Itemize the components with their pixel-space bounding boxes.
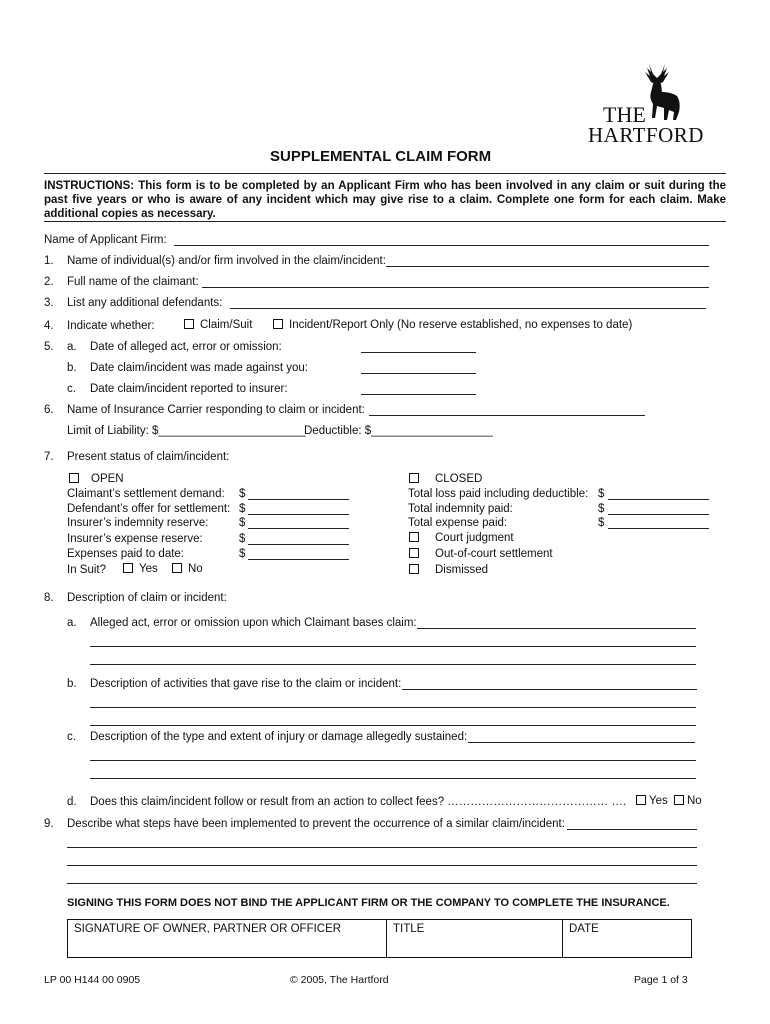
in-suit-yes-label: Yes (139, 563, 158, 575)
date-label: DATE (569, 923, 599, 935)
q8-label: Description of claim or incident: (67, 592, 227, 604)
q2-number: 2. (44, 276, 54, 288)
q1-number: 1. (44, 255, 54, 267)
dismissed-checkbox[interactable] (409, 564, 419, 574)
closed-label: CLOSED (435, 473, 483, 485)
q9-field-3[interactable] (67, 865, 697, 866)
in-suit-no-checkbox[interactable] (172, 563, 182, 573)
total-indemnity-label: Total indemnity paid: (408, 503, 513, 515)
q9-label: Describe what steps have been implemented to prevent the occurrence of a similar claim/incident: (67, 818, 565, 830)
incident-report-option[interactable] (273, 319, 632, 331)
q5b-label: Date claim/incident was made against you: (90, 362, 308, 374)
q8d-yes-label: Yes (649, 795, 668, 807)
dismissed-label: Dismissed (435, 564, 489, 576)
applicant-firm-label: Name of Applicant Firm: (44, 234, 167, 246)
q8b-field-2[interactable] (90, 707, 696, 708)
signature-owner-label: SIGNATURE OF OWNER, PARTNER OR OFFICER (74, 923, 342, 935)
date-cell[interactable] (562, 920, 691, 957)
total-expense-dollar: $ (598, 517, 605, 529)
q5a-field[interactable] (361, 352, 476, 353)
q5-number: 5. (44, 341, 54, 353)
expenses-paid-field[interactable] (248, 559, 349, 560)
q9-field-1[interactable] (567, 829, 697, 830)
signing-notice: SIGNING THIS FORM DOES NOT BIND THE APPLICANT FIRM OR THE COMPANY TO COMPLETE THE INSURANCE. (67, 897, 670, 909)
claimant-demand-dollar: $ (239, 488, 246, 500)
insurer-expense-label: Insurer’s expense reserve: (67, 533, 203, 545)
q9-field-4[interactable] (67, 883, 697, 884)
expenses-paid-label: Expenses paid to date: (67, 548, 184, 560)
q6-field[interactable] (369, 415, 645, 416)
page-number: Page 1 of 3 (634, 974, 688, 986)
insurer-indemnity-field[interactable] (248, 528, 349, 529)
q3-number: 3. (44, 297, 54, 309)
closed-option[interactable] (409, 473, 482, 485)
court-judgment-label: Court judgment (435, 532, 514, 544)
dismissed-option[interactable] (409, 564, 488, 576)
closed-checkbox[interactable] (409, 473, 419, 483)
q8d-no-checkbox[interactable] (674, 795, 684, 805)
page-title: SUPPLEMENTAL CLAIM FORM (270, 148, 492, 165)
q5c-label: Date claim/incident reported to insurer: (90, 383, 288, 395)
signature-owner-cell[interactable] (74, 923, 341, 935)
out-of-court-option[interactable] (409, 548, 553, 560)
court-judgment-checkbox[interactable] (409, 532, 419, 542)
insurer-indemnity-dollar: $ (239, 517, 246, 529)
q8a-label: Alleged act, error or omission upon which Claimant bases claim: (90, 617, 417, 629)
claim-suit-checkbox[interactable] (184, 319, 194, 329)
claimant-demand-field[interactable] (248, 499, 349, 500)
open-label: OPEN (91, 473, 124, 485)
q5b-letter: b. (67, 362, 77, 374)
logo-line1: THE (603, 102, 646, 127)
q2-field[interactable] (202, 287, 709, 288)
hartford-logo (585, 62, 704, 148)
incident-report-checkbox[interactable] (273, 319, 283, 329)
deductible-field[interactable]: Deductible: $___________________ (304, 425, 493, 437)
q5a-letter: a. (67, 341, 77, 353)
defendant-offer-field[interactable] (248, 514, 349, 515)
in-suit-label: In Suit? (67, 564, 106, 576)
q1-field[interactable] (386, 266, 709, 267)
copyright: © 2005, The Hartford (290, 974, 389, 986)
total-indemnity-dollar: $ (598, 503, 605, 515)
q5b-field[interactable] (361, 373, 476, 374)
q8c-field-1[interactable] (468, 742, 695, 743)
q6-label: Name of Insurance Carrier responding to claim or incident: (67, 404, 365, 416)
q8d-letter: d. (67, 796, 77, 808)
signature-table (67, 919, 692, 958)
q8a-field-3[interactable] (90, 664, 696, 665)
q3-label: List any additional defendants: (67, 297, 223, 309)
q8b-label: Description of activities that gave rise to the claim or incident: (90, 678, 402, 690)
claim-suit-option[interactable] (184, 319, 252, 331)
q8a-field-2[interactable] (90, 646, 696, 647)
insurer-expense-dollar: $ (239, 533, 246, 545)
q8-number: 8. (44, 592, 54, 604)
total-loss-dollar: $ (598, 488, 605, 500)
q5a-label: Date of alleged act, error or omission: (90, 341, 282, 353)
incident-report-label: Incident/Report Only (No reserve established, no expenses to date) (289, 319, 633, 331)
q5c-letter: c. (67, 383, 76, 395)
q2-label: Full name of the claimant: (67, 276, 199, 288)
q8d-label: Does this claim/incident follow or result from an action to collect fees? …………………………………… …. (90, 796, 627, 808)
q8d-no-option[interactable] (674, 795, 702, 807)
q7-number: 7. (44, 451, 54, 463)
q4-number: 4. (44, 320, 54, 332)
q7-label: Present status of claim/incident: (67, 451, 230, 463)
q8d-no-label: No (687, 795, 702, 807)
title-rule-bottom (44, 221, 726, 222)
instructions: INSTRUCTIONS: This form is to be completed by an Applicant Firm who has been involved in any claim or suit during the past five years or who is aware of any incident which may give rise to a claim. Complete one form for each claim. Make additional copies as necessary. (44, 180, 726, 220)
out-of-court-checkbox[interactable] (409, 548, 419, 558)
q8c-field-2[interactable] (90, 760, 696, 761)
open-option[interactable] (69, 473, 124, 485)
total-loss-label: Total loss paid including deductible: (408, 488, 589, 500)
q1-label: Name of individual(s) and/or firm involved in the claim/incident: (67, 255, 386, 267)
total-indemnity-field[interactable] (608, 514, 709, 515)
expenses-paid-dollar: $ (239, 548, 246, 560)
q8b-field-1[interactable] (402, 689, 697, 690)
q5c-field[interactable] (361, 394, 476, 395)
open-checkbox[interactable] (69, 473, 79, 483)
out-of-court-label: Out-of-court settlement (435, 548, 553, 560)
defendant-offer-label: Defendant’s offer for settlement: (67, 503, 231, 515)
q8b-field-3[interactable] (90, 725, 696, 726)
total-loss-field[interactable] (608, 499, 709, 500)
q8d-yes-checkbox[interactable] (636, 795, 646, 805)
form-number: LP 00 H144 00 0905 (44, 974, 141, 986)
q8c-label: Description of the type and extent of injury or damage allegedly sustained: (90, 731, 468, 743)
total-expense-label: Total expense paid: (408, 517, 508, 529)
title-rule-top (44, 173, 726, 174)
defendant-offer-dollar: $ (239, 503, 246, 515)
insurer-expense-field[interactable] (248, 544, 349, 545)
q8b-letter: b. (67, 678, 77, 690)
q8a-field-1[interactable] (417, 628, 696, 629)
logo-line2: HARTFORD (588, 123, 704, 147)
q9-number: 9. (44, 818, 54, 830)
insurer-indemnity-label: Insurer’s indemnity reserve: (67, 517, 209, 529)
q4-label: Indicate whether: (67, 320, 155, 332)
claim-suit-label: Claim/Suit (200, 319, 253, 331)
q6-number: 6. (44, 404, 54, 416)
q8c-field-3[interactable] (90, 778, 696, 779)
court-judgment-option[interactable] (409, 532, 514, 544)
q8d-yes-option[interactable] (636, 795, 668, 807)
in-suit-yes-option[interactable] (123, 563, 158, 575)
claimant-demand-label: Claimant’s settlement demand: (67, 488, 225, 500)
in-suit-yes-checkbox[interactable] (123, 563, 133, 573)
q8c-letter: c. (67, 731, 76, 743)
title-label: TITLE (393, 923, 425, 935)
q9-field-2[interactable] (67, 847, 697, 848)
limit-of-liability-field[interactable]: Limit of Liability: $_______________________ (67, 425, 306, 437)
q3-field[interactable] (230, 308, 706, 309)
q8a-letter: a. (67, 617, 77, 629)
applicant-firm-field[interactable] (174, 245, 709, 246)
title-cell[interactable] (386, 920, 563, 957)
total-expense-field[interactable] (608, 528, 709, 529)
in-suit-no-label: No (188, 563, 203, 575)
in-suit-no-option[interactable] (172, 563, 203, 575)
